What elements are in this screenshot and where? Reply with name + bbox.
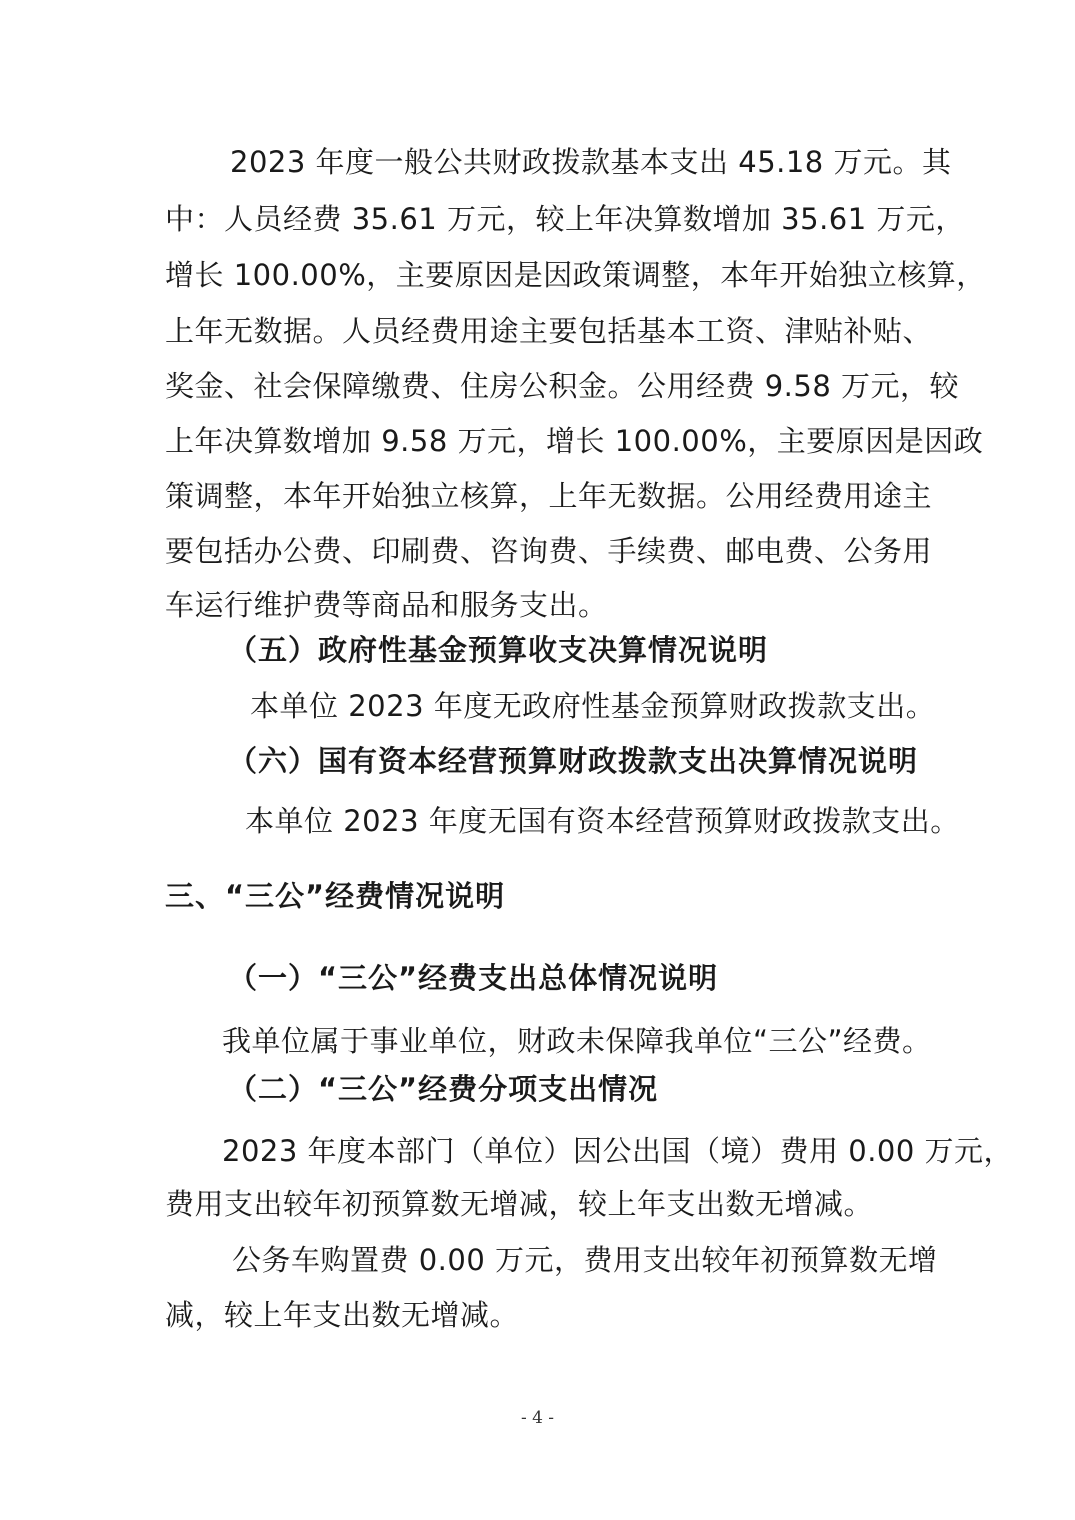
page-number: - 4 - (520, 1408, 555, 1428)
section-heading-1: （一）“三公”经费支出总体情况说明 (228, 961, 719, 995)
section-heading-6: （六）国有资本经营预算财政拨款支出决算情况说明 (228, 744, 919, 778)
body-text-line: 本单位 2023 年度无政府性基金预算财政拨款支出。 (250, 689, 936, 723)
body-text-line: 要包括办公费、印刷费、咨询费、手续费、邮电费、公务用 (165, 534, 933, 568)
body-text-line: 上年无数据。人员经费用途主要包括基本工资、津贴补贴、 (165, 314, 933, 348)
body-text-line: 2023 年度一般公共财政拨款基本支出 45.18 万元。其 (230, 145, 952, 179)
body-text-line: 本单位 2023 年度无国有资本经营预算财政拨款支出。 (245, 804, 960, 838)
body-text-line: 上年决算数增加 9.58 万元，增长 100.00%，主要原因是因政 (165, 424, 984, 458)
body-text-line: 减，较上年支出数无增减。 (165, 1298, 520, 1332)
chapter-heading-3: 三、“三公”经费情况说明 (165, 879, 506, 913)
body-text-line: 中：人员经费 35.61 万元，较上年决算数增加 35.61 万元， (165, 202, 965, 236)
body-text-line: 策调整，本年开始独立核算，上年无数据。公用经费用途主 (165, 479, 933, 513)
section-heading-5: （五）政府性基金预算收支决算情况说明 (228, 633, 769, 667)
body-text-line: 2023 年度本部门（单位）因公出国（境）费用 0.00 万元， (222, 1134, 1014, 1168)
body-text-line: 公务车购置费 0.00 万元，费用支出较年初预算数无增 (232, 1243, 938, 1277)
body-text-line: 我单位属于事业单位，财政未保障我单位“三公”经费。 (222, 1024, 932, 1058)
section-heading-2: （二）“三公”经费分项支出情况 (228, 1072, 659, 1106)
body-text-line: 奖金、社会保障缴费、住房公积金。公用经费 9.58 万元，较 (165, 369, 960, 403)
body-text-line: 车运行维护费等商品和服务支出。 (165, 588, 608, 622)
body-text-line: 增长 100.00%，主要原因是因政策调整，本年开始独立核算， (165, 258, 986, 292)
body-text-line: 费用支出较年初预算数无增减，较上年支出数无增减。 (165, 1187, 874, 1221)
